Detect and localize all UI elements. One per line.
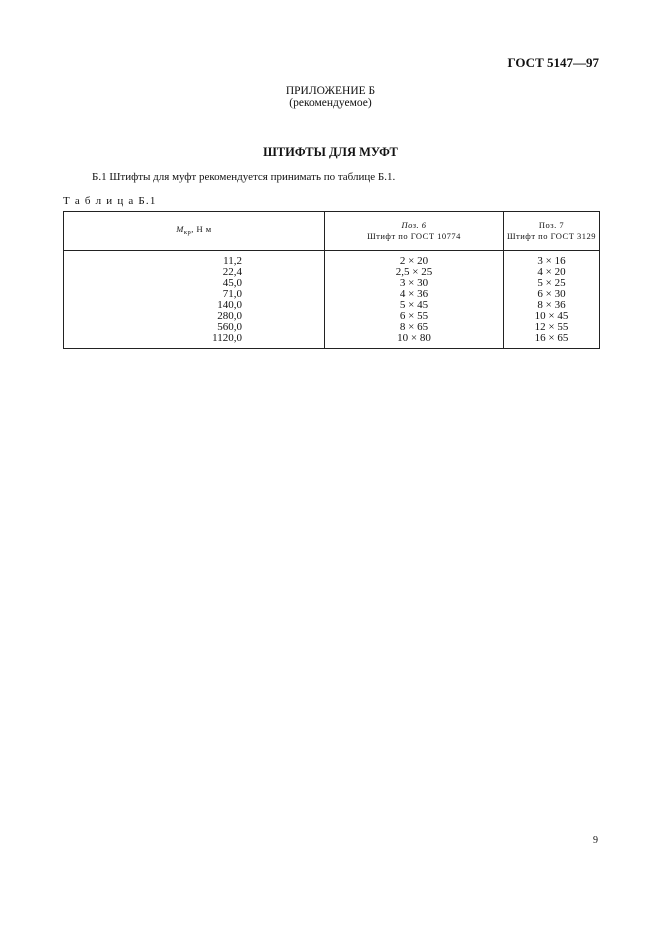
pos7-values: [504, 251, 599, 348]
appendix-subtitle: (рекомендуемое): [289, 97, 372, 109]
header-pos6-desc: Штифт по ГОСТ 10774: [367, 231, 461, 241]
table-cell-col2: 2,5 × 25: [395, 266, 433, 278]
table-cell-col3: 10 × 45: [534, 310, 569, 322]
header-pos7-desc: Штифт по ГОСТ 3129: [506, 231, 597, 241]
pos6-column: [325, 251, 504, 349]
header-torque-subscript: кр: [183, 229, 192, 236]
pos7-column: [504, 251, 600, 349]
table-cell-col3: 8 × 36: [537, 299, 566, 311]
table-cell-col2: 2 × 20: [399, 255, 429, 267]
header-pos7: [504, 212, 600, 251]
table-cell-col2: 3 × 30: [399, 277, 429, 289]
table-cell-col1: 22,4: [222, 266, 242, 278]
torque-column: [64, 251, 325, 349]
header-pos6: [325, 212, 504, 251]
table-cell-col1: 140,0: [217, 299, 242, 311]
header-torque-unit: , Н м: [191, 224, 212, 234]
table-cell-col2: 4 × 36: [399, 288, 429, 300]
table-cell-col2: 10 × 80: [397, 332, 431, 344]
table-cell-col3: 3 × 16: [537, 255, 566, 267]
table-cell-col3: 16 × 65: [534, 332, 569, 344]
header-pos7-label: Поз. 7: [538, 220, 565, 230]
table-cell-col1: 280,0: [217, 310, 242, 322]
table-cell-col2: 5 × 45: [399, 299, 429, 311]
torque-values: [64, 251, 242, 348]
paragraph-b1: Б.1 Штифты для муфт рекомендуется принимать по таблице Б.1.: [92, 171, 396, 183]
table-cell-col1: 560,0: [217, 321, 242, 333]
pos6-values: [325, 251, 503, 348]
table-caption: Т а б л и ц а Б.1: [63, 195, 157, 207]
header-pos6-label: Поз. 6: [401, 220, 427, 230]
table-cell-col2: 6 × 55: [399, 310, 429, 322]
page-number: 9: [593, 835, 598, 846]
header-torque-symbol: М: [176, 224, 184, 234]
table-cell-col3: 4 × 20: [537, 266, 566, 278]
appendix-heading: [0, 85, 661, 109]
pins-table: [63, 211, 600, 349]
table-cell-col3: 12 × 55: [534, 321, 569, 333]
table-cell-col1: 11,2: [223, 255, 242, 267]
section-title: ШТИФТЫ ДЛЯ МУФТ: [263, 145, 398, 159]
table-cell-col3: 6 × 30: [537, 288, 566, 300]
appendix-title: ПРИЛОЖЕНИЕ Б: [285, 85, 376, 97]
table-cell-col2: 8 × 65: [399, 321, 429, 333]
table-cell-col1: 45,0: [222, 277, 242, 289]
table-cell-col1: 1120,0: [212, 332, 242, 344]
header-torque: [64, 212, 325, 251]
table-cell-col3: 5 × 25: [537, 277, 566, 289]
standard-code: ГОСТ 5147—97: [507, 55, 599, 70]
table-cell-col1: 71,0: [222, 288, 242, 300]
